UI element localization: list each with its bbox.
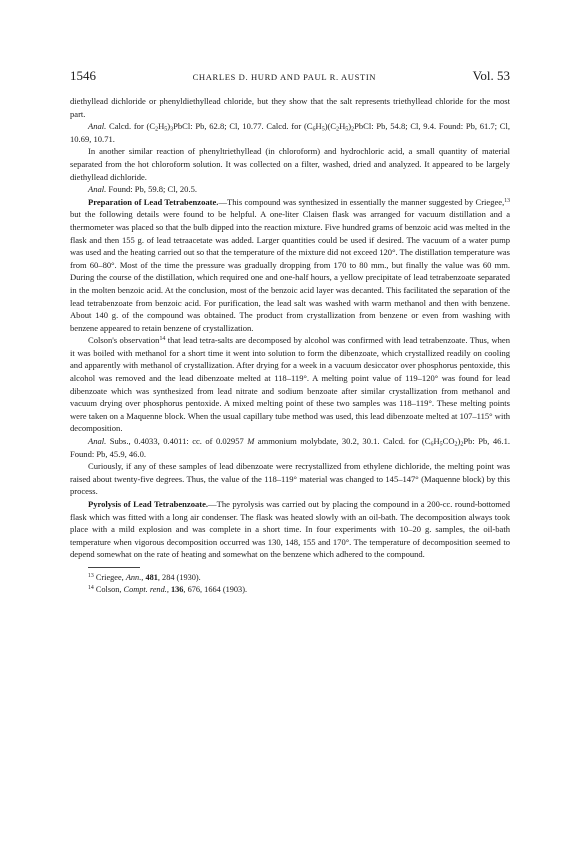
analysis-line: Anal. Calcd. for $(C_2H_5)_3PbCl$: Pb, 62.8; Cl, 10.77. Calcd. for $(C_6H_5)(C_2H_5)_2PbCl$: Pb, 54.8; Cl, 9.4. Found: Pb, 61.7; Cl, 10.69, 10.71. — [70, 121, 511, 144]
page-number: 1546 — [70, 68, 96, 83]
section-preparation-lead-tetrabenzoate: Preparation of Lead Tetrabenzoate.—This compound was synthesized in essentially the manner suggested by Criegee,$^{13}$ but the following details were found to be helpful. A one-liter Claisen flask was arranged for vacuum distillation and a thermometer was placed so that the bulb dipped into the reaction mixture. Five hundred grams of benzoic acid was melted in the flask and then 155 g. of lead tetraacetate was added. Larger quantities could be used if desired. The vacuum of a water pump was used and the heating carried out so that the temperature of the mixture did not exceed 120°. The distillation temperature was from 60–80°. Most of the time the pressure was gradually dropping from 170 to 80 mm., but finally the value was 60 mm. During the course of the distillation, which required one and one-half hours, a yellow precipitate of lead tetrabenzoate separated in the molten benzoic acid. At the conclusion, most of the benzoic acid layer was decanted. This facilitated the separation of the lead tetrabenzoate from benzoic acid. For purification, the lead salt was washed with warm methanol and then with benzene. About 140 g. of the compound was obtained. The product from crystallization from benzene or even from washing with benzene appeared to retain benzene of crystallization. — [70, 196, 511, 333]
journal-page — [70, 68, 510, 595]
page-header — [70, 68, 510, 84]
footnote-13: $^{13}$ Criegee, Ann., 481, 284 (1930). — [88, 572, 201, 582]
footnotes — [70, 572, 510, 595]
paragraph: Curiously, if any of these samples of lead dibenzoate were recrystallized from ethylene dichloride, the melting point was raised about twenty-five degrees. Thus, the value of the 118–119° material was changed to 145–147° (Maquenne block) by this process. — [70, 461, 510, 497]
paragraph-continuation: diethyllead dichloride or phenyldiethyllead chloride, but they show that the salt represents triethyllead chloride for the most part. — [70, 96, 510, 119]
section-pyrolysis-lead-tetrabenzoate: Pyrolysis of Lead Tetrabenzoate.—The pyrolysis was carried out by placing the compound in a 200-cc. round-bottomed flask which was fitted with a long air condenser. The flask was heated slowly with an oil-bath. The decomposition always took place with a mild explosion and was complete in a short time. In four experiments with 10–20 g. samples, the oil-bath temperature when vigorous decomposition occurred was 130, 148, 155 and 170°. The temperature of decomposition seemed to depend somewhat on the rate of heating and somewhat on the benzene which adhered to the compound. — [70, 499, 510, 560]
volume-label: Vol. 53 — [472, 68, 510, 83]
analysis-line: Anal. Found: Pb, 59.8; Cl, 20.5. — [88, 184, 197, 195]
body-text — [70, 95, 510, 561]
footnote-14: $^{14}$ Colson, Compt. rend., 136, 676, 1664 (1903). — [88, 584, 248, 594]
analysis-line: Anal. Subs., 0.4033, 0.4011: cc. of 0.02957 M ammonium molybdate, 30.2, 30.1. Calcd. for $(C_6H_5CO_2)_2Pb$: Pb, 46.1. Found: Pb, 45.9, 46.0. — [70, 436, 510, 459]
running-title: CHARLES D. HURD AND PAUL R. AUSTIN — [192, 72, 377, 82]
paragraph: Colson's observation$^{14}$ that lead tetra-salts are decomposed by alcohol was confirmed with lead tetrabenzoate. Thus, when it was boiled with methanol for a short time it went into solution to form the dibenzoate, which crystallized readily on cooling and apparently with methanol of crystallization. After drying for a week in a vacuum desiccator over phosphorus pentoxide, this alcohol was removed and the lead dibenzoate melted at 118–119°. A melting point value of 119–120° was found for lead dibenzoate which was synthesized from lead nitrate and sodium benzoate after similar crystallization from methanol and vacuum drying over phosphorus pentoxide. A mixed melting point of these two samples was 118–119°. These melting points were taken on a Maquenne block. When the usual capillary tube method was used, this lead dibenzoate melted at 107–115° with decomposition. — [70, 335, 510, 434]
footnote-rule — [88, 567, 140, 568]
paragraph: In another similar reaction of phenyltriethyllead (in chloroform) and hydrochloric acid, a small quantity of material separated from the hot chloroform solution. It was collected on a filter, washed, dried and analyzed. It appeared to be largely diethyllead dichloride. — [70, 146, 510, 182]
